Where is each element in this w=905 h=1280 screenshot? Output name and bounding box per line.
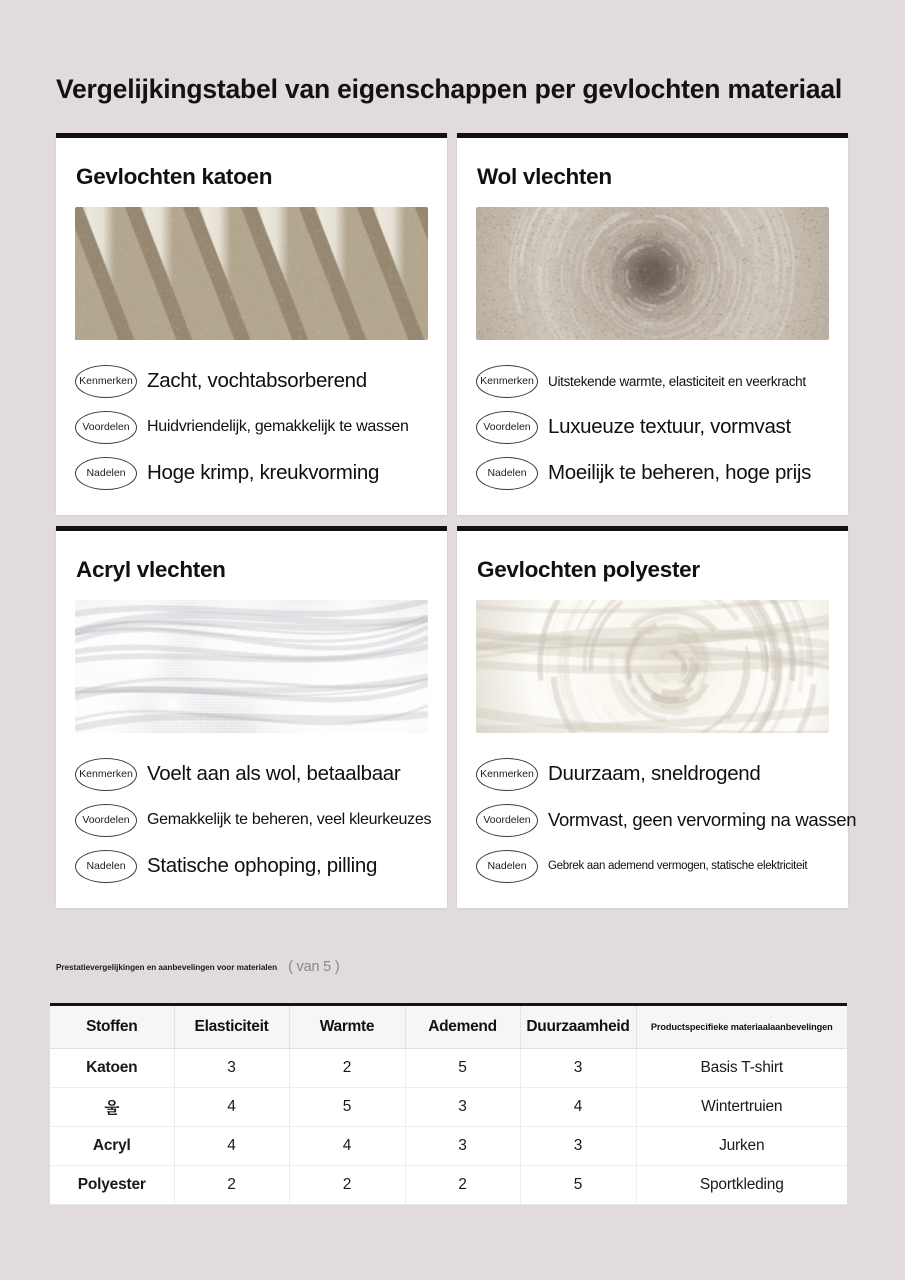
performance-table (50, 1003, 847, 1205)
attribute-value: Hoge krimp, kreukvorming (147, 461, 380, 484)
attribute-list (476, 358, 848, 496)
table-caption: Prestatievergelijkingen en aanbevelingen voor materialen (56, 963, 278, 972)
table-caption-group (56, 959, 339, 975)
attribute-value: Zacht, vochtabsorberend (147, 369, 367, 392)
fabric-image (75, 600, 428, 733)
column-header-duurzaamheid: Duurzaamheid (520, 1005, 636, 1049)
table-row (50, 1049, 847, 1088)
card-title: Gevlochten katoen (76, 164, 273, 189)
material-card[interactable] (56, 133, 447, 515)
column-header-aanbevelingen: Productspecifieke materiaalaanbevelingen (636, 1005, 847, 1049)
cell-aanbeveling: Basis T-shirt (636, 1049, 847, 1088)
attribute-value: Gemakkelijk te beheren, veel kleurkeuzes (147, 811, 432, 828)
table-row (50, 1088, 847, 1127)
attribute-row (75, 843, 447, 889)
attribute-row (476, 751, 848, 797)
table-header-row (50, 1005, 847, 1049)
cell-warmte: 2 (289, 1049, 405, 1088)
card-title: Gevlochten polyester (477, 557, 700, 582)
attribute-pill-voordelen: Voordelen (476, 804, 538, 837)
cell-aanbeveling: Sportkleding (636, 1166, 847, 1205)
attribute-value: Statische ophoping, pilling (147, 854, 378, 877)
attribute-row (476, 843, 848, 889)
attribute-value: Vormvast, geen vervorming na wassen (548, 809, 857, 830)
attribute-value: Duurzaam, sneldrogend (548, 762, 761, 785)
attribute-value: Gebrek aan ademend vermogen, statische elektriciteit (548, 860, 808, 872)
cell-elasticiteit: 2 (174, 1166, 289, 1205)
attribute-row (476, 404, 848, 450)
attribute-pill-nadelen: Nadelen (75, 850, 137, 883)
cell-warmte: 4 (289, 1127, 405, 1166)
cell-warmte: 5 (289, 1088, 405, 1127)
attribute-value: Luxueuze textuur, vormvast (548, 415, 791, 438)
cell-duurzaamheid: 4 (520, 1088, 636, 1127)
attribute-pill-voordelen: Voordelen (476, 411, 538, 444)
material-card[interactable] (457, 526, 857, 908)
cell-ademend: 5 (405, 1049, 520, 1088)
fabric-image (75, 207, 428, 340)
cell-fabric: Polyester (50, 1166, 174, 1205)
cell-warmte: 2 (289, 1166, 405, 1205)
table-count-label: ( van 5 ) (288, 959, 340, 975)
page-title: Vergelijkingstabel van eigenschappen per gevlochten materiaal (56, 74, 843, 104)
attribute-row (75, 450, 447, 496)
attribute-value: Moeilijk te beheren, hoge prijs (548, 461, 812, 484)
attribute-list (75, 751, 447, 889)
attribute-pill-kenmerken: Kenmerken (476, 758, 538, 791)
column-header-stoffen: Stoffen (50, 1005, 174, 1049)
column-header-ademend: Ademend (405, 1005, 520, 1049)
attribute-pill-nadelen: Nadelen (476, 850, 538, 883)
cell-elasticiteit: 4 (174, 1127, 289, 1166)
material-card-grid (56, 133, 857, 908)
attribute-pill-kenmerken: Kenmerken (476, 365, 538, 398)
fabric-image (476, 207, 829, 340)
material-card[interactable] (56, 526, 447, 908)
column-header-warmte: Warmte (289, 1005, 405, 1049)
attribute-row (476, 450, 848, 496)
cell-fabric: Katoen (50, 1049, 174, 1088)
table-row (50, 1166, 847, 1205)
attribute-value: Uitstekende warmte, elasticiteit en veerkracht (548, 373, 806, 389)
attribute-row (476, 358, 848, 404)
cell-duurzaamheid: 3 (520, 1049, 636, 1088)
card-title: Acryl vlechten (76, 557, 226, 582)
card-title: Wol vlechten (477, 164, 612, 189)
cell-duurzaamheid: 3 (520, 1127, 636, 1166)
attribute-value: Voelt aan als wol, betaalbaar (147, 762, 401, 785)
attribute-pill-kenmerken: Kenmerken (75, 365, 137, 398)
cell-aanbeveling: Wintertruien (636, 1088, 847, 1127)
cell-ademend: 3 (405, 1127, 520, 1166)
attribute-pill-kenmerken: Kenmerken (75, 758, 137, 791)
cell-ademend: 2 (405, 1166, 520, 1205)
attribute-pill-voordelen: Voordelen (75, 804, 137, 837)
cell-aanbeveling: Jurken (636, 1127, 847, 1166)
cell-fabric: Acryl (50, 1127, 174, 1166)
cell-ademend: 3 (405, 1088, 520, 1127)
cell-elasticiteit: 3 (174, 1049, 289, 1088)
attribute-value: Huidvriendelijk, gemakkelijk te wassen (147, 418, 409, 435)
attribute-list (476, 751, 857, 889)
attribute-row (476, 797, 857, 843)
attribute-row (75, 404, 447, 450)
attribute-pill-nadelen: Nadelen (476, 457, 538, 490)
attribute-row (75, 358, 447, 404)
material-card[interactable] (457, 133, 848, 515)
table-row (50, 1127, 847, 1166)
cell-fabric: 울 (50, 1088, 174, 1127)
column-header-elasticiteit: Elasticiteit (174, 1005, 289, 1049)
attribute-pill-nadelen: Nadelen (75, 457, 137, 490)
cell-elasticiteit: 4 (174, 1088, 289, 1127)
attribute-pill-voordelen: Voordelen (75, 411, 137, 444)
fabric-image (476, 600, 829, 733)
cell-duurzaamheid: 5 (520, 1166, 636, 1205)
attribute-row (75, 797, 447, 843)
attribute-row (75, 751, 447, 797)
attribute-list (75, 358, 447, 496)
